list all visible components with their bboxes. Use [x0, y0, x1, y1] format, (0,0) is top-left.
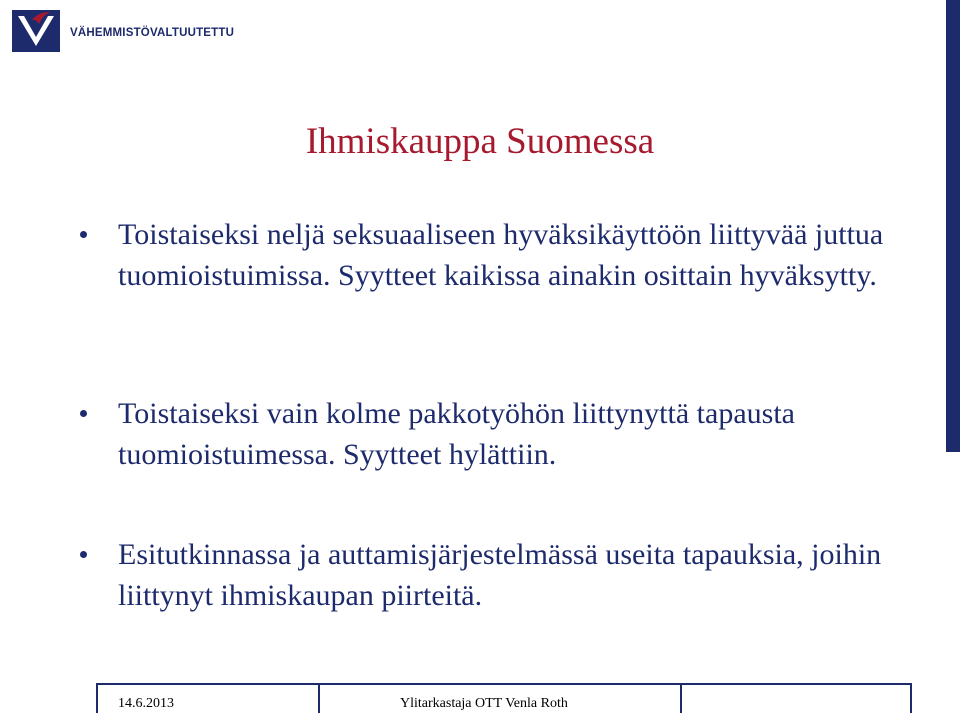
footer-presenter: Ylitarkastaja OTT Venla Roth: [400, 696, 568, 711]
logo: [12, 10, 235, 52]
bullet-text: Toistaiseksi neljä seksuaaliseen hyväksikäyttöön liittyvää juttua tuomioistuimissa. Syytteet kaikissa ainakin osittain hyväksytty.: [118, 218, 884, 292]
footer-date: 14.6.2013: [118, 696, 174, 711]
logo-text: VÄHEMMISTÖVALTUUTETTU: [70, 27, 235, 39]
right-accent-bar: [946, 0, 960, 452]
vahemmistovaltuutettu-logo-icon: [12, 10, 60, 52]
footer-divider: [910, 683, 912, 713]
slide-footer: [0, 683, 960, 720]
bullet-icon: [80, 231, 87, 238]
footer-divider: [318, 683, 320, 713]
slide-title: Ihmiskauppa Suomessa: [305, 121, 655, 162]
bullet-text: Toistaiseksi vain kolme pakkotyöhön liittynyttä tapausta tuomioistuimessa. Syytteet hylättiin.: [118, 397, 795, 471]
footer-divider: [96, 683, 98, 713]
bullet-icon: [80, 410, 87, 417]
bullet-text: Esitutkinnassa ja auttamisjärjestelmässä useita tapauksia, joihin liittynyt ihmiskaupan piirteitä.: [118, 538, 882, 612]
footer-divider: [680, 683, 682, 713]
bullet-icon: [80, 551, 87, 558]
